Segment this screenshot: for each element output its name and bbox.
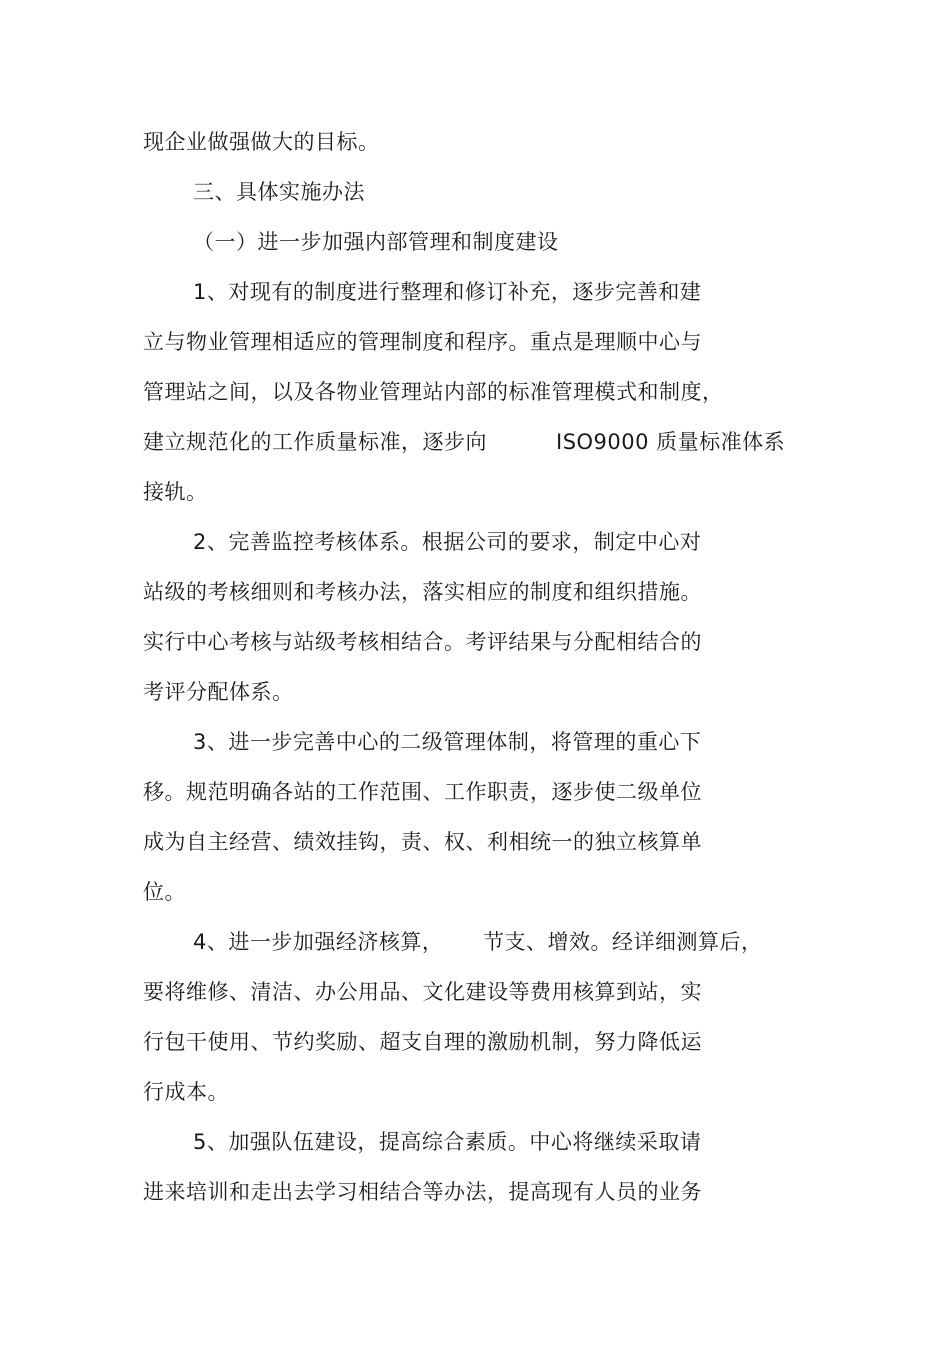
text-line: 1、对现有的制度进行整理和修订补充，逐步完善和建 xyxy=(193,280,702,304)
text-line: 管理站之间，以及各物业管理站内部的标准管理模式和制度， xyxy=(143,380,724,404)
text-line: 要将维修、清洁、办公用品、文化建设等费用核算到站，实 xyxy=(143,980,702,1004)
text-line: 5、加强队伍建设，提高综合素质。中心将继续采取请 xyxy=(193,1130,702,1154)
text-line: 行包干使用、节约奖励、超支自理的激励机制，努力降低运 xyxy=(143,1030,702,1054)
text-line: 建立规范化的工作质量标准，逐步向 xyxy=(143,430,487,454)
text-line: 接轨。 xyxy=(143,480,208,504)
text-line: 现企业做强做大的目标。 xyxy=(143,130,380,154)
text-line: 行成本。 xyxy=(143,1080,229,1104)
text-line: 节支、增效。经详细测算后， xyxy=(483,930,763,954)
text-line: 立与物业管理相适应的管理制度和程序。重点是理顺中心与 xyxy=(143,330,702,354)
text-line: 成为自主经营、绩效挂钩，责、权、利相统一的独立核算单 xyxy=(143,830,702,854)
text-line: ISO9000 质量标准体系 xyxy=(556,430,786,454)
subsection-heading: （一）进一步加强内部管理和制度建设 xyxy=(193,230,559,254)
text-line: 移。规范明确各站的工作范围、工作职责，逐步使二级单位 xyxy=(143,780,702,804)
text-line: 实行中心考核与站级考核相结合。考评结果与分配相结合的 xyxy=(143,630,702,654)
text-line: 考评分配体系。 xyxy=(143,680,294,704)
text-line: 3、进一步完善中心的二级管理体制，将管理的重心下 xyxy=(193,730,702,754)
text-line: 站级的考核细则和考核办法，落实相应的制度和组织措施。 xyxy=(143,580,702,604)
text-line: 进来培训和走出去学习相结合等办法，提高现有人员的业务 xyxy=(143,1180,702,1204)
text-line: 4、进一步加强经济核算， xyxy=(193,930,444,954)
section-heading: 三、具体实施办法 xyxy=(193,180,365,204)
text-line: 位。 xyxy=(143,880,186,904)
text-line: 2、完善监控考核体系。根据公司的要求，制定中心对 xyxy=(193,530,702,554)
